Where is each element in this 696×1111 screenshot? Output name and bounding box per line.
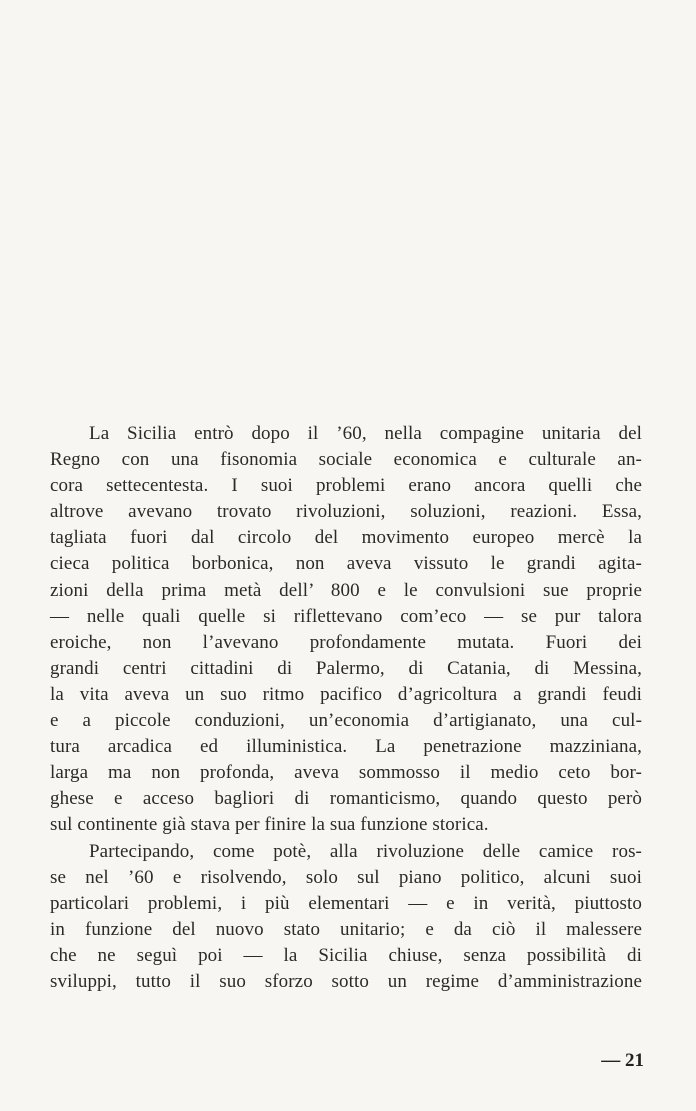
text-line: tagliata fuori dal circolo del movimento europeo mercè la	[50, 527, 642, 549]
text-line: Partecipando, come potè, alla rivoluzione delle camice ros-	[89, 840, 642, 862]
page-number: — 21	[601, 1050, 644, 1071]
text-line: La Sicilia entrò dopo il ’60, nella compagine unitaria del	[89, 423, 642, 444]
text-line: la vita aveva un suo ritmo pacifico d’agricoltura a grandi feudi	[50, 683, 642, 705]
text-line: sul continente già stava per finire la sua funzione storica.	[50, 814, 489, 836]
text-line: zioni della prima metà dell’ 800 e le convulsioni sue proprie	[50, 579, 642, 601]
paragraph-1	[50, 421, 642, 839]
text-line: se nel ’60 e risolvendo, solo sul piano politico, alcuni suoi	[50, 866, 642, 888]
text-line: — nelle quali quelle si riflettevano com’eco — se pur talora	[50, 605, 642, 627]
text-line: cora settecentesta. I suoi problemi erano ancora quelli che	[50, 475, 642, 497]
text-line: eroiche, non l’avevano profondamente mutata. Fuori dei	[50, 631, 642, 653]
text-line: ghese e acceso bagliori di romanticismo, quando questo però	[50, 788, 642, 810]
text-line: che ne seguì poi — la Sicilia chiuse, senza possibilità di	[50, 944, 642, 966]
text-line: altrove avevano trovato rivoluzioni, soluzioni, reazioni. Essa,	[50, 501, 642, 523]
paragraph-2	[50, 839, 642, 996]
text-line: sviluppi, tutto il suo sforzo sotto un regime d’amministrazione	[50, 970, 642, 992]
text-line: Regno con una fisonomia sociale economica e culturale an-	[50, 449, 642, 471]
text-line: tura arcadica ed illuministica. La penetrazione mazziniana,	[50, 736, 642, 758]
text-line: grandi centri cittadini di Palermo, di Catania, di Messina,	[50, 657, 642, 679]
text-line: particolari problemi, i più elementari — e in verità, piuttosto	[50, 892, 642, 914]
text-line: cieca politica borbonica, non aveva vissuto le grandi agita-	[50, 553, 642, 575]
body-text	[50, 421, 642, 995]
text-line: e a piccole conduzioni, un’economia d’artigianato, una cul-	[50, 710, 642, 732]
text-line: larga ma non profonda, aveva sommosso il medio ceto bor-	[50, 762, 642, 784]
text-line: in funzione del nuovo stato unitario; e da ciò il malessere	[50, 918, 642, 940]
